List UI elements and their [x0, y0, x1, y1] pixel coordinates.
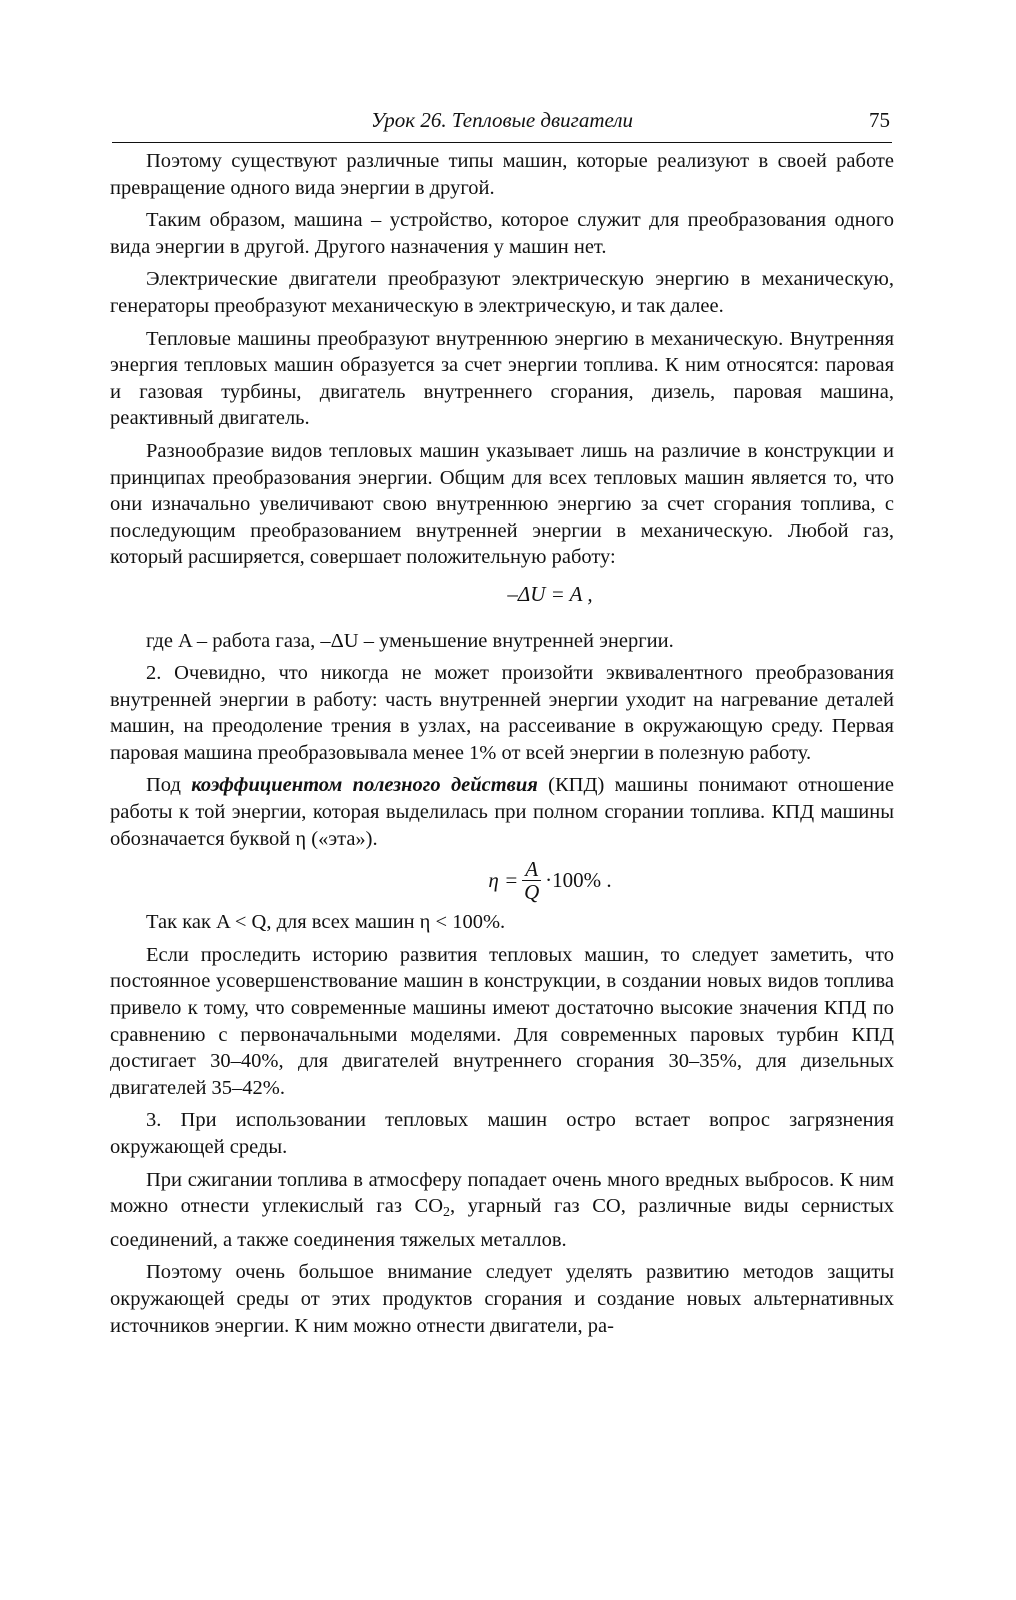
formula-rhs: ·100% .: [545, 868, 612, 893]
formula-efficiency: [206, 858, 894, 903]
fraction-numerator: A: [522, 858, 541, 881]
paragraph-12-end: , угарный газ CO, различные виды сернистых соединений, а также соединения тяжелых металлов.: [110, 1195, 894, 1251]
fraction-denominator: Q: [524, 880, 540, 905]
paragraph-3: Электрические двигатели преобразуют электрическую энергию в механическую, генераторы преобразуют механическую в электрическую, и так далее.: [110, 268, 894, 317]
paragraph-8-start: Под: [146, 774, 192, 797]
term-efficiency: коэффициентом полезного действия: [191, 774, 538, 797]
paragraph-5: Разнообразие видов тепловых машин указывает лишь на различие в конструкции и принципах преобразования энергии. Общим для всех тепловых машин является то, что они изначально увеличивают свою внутреннюю энергию за счет сгорания топлива, с последующим преобразованием внутренней энергии в механическую. Любой газ, который расширяется, совершает положительную работу:: [110, 439, 894, 569]
page-number: 75: [869, 108, 890, 132]
chapter-title: Урок 26. Тепловые двигатели: [371, 108, 633, 132]
paragraph-12: [110, 1167, 894, 1254]
formula-lhs: η =: [488, 868, 519, 893]
paragraph-9: Так как A < Q, для всех машин η < 100%.: [146, 911, 506, 934]
fraction: [522, 858, 541, 903]
formula-internal-energy: –ΔU = A ,: [507, 581, 593, 606]
paragraph-2: Таким образом, машина – устройство, которое служит для преобразования одного вида энергии в другой. Другого назначения у машин нет.: [110, 209, 894, 258]
paragraph-11: 3. При использовании тепловых машин остро встает вопрос загрязнения окружающей среды.: [110, 1109, 894, 1158]
paragraph-8: [110, 772, 894, 852]
subscript-2: 2: [443, 1205, 451, 1221]
page-body: [110, 148, 894, 1345]
paragraph-1: Поэтому существуют различные типы машин, которые реализуют в своей работе превращение одного вида энергии в другой.: [110, 150, 894, 199]
paragraph-10: Если проследить историю развития тепловых машин, то следует заметить, что постоянное усовершенствование машин в конструкции, в создании новых видов топлива привело к тому, что современные машины имеют достаточно высокие значения КПД по сравнению с первоначальными моделями. Для современных паровых турбин КПД достигает 30–40%, для двигателей внутреннего сгорания 30–35%, для дизельных двигателей 35–42%.: [110, 943, 894, 1099]
running-header: [112, 108, 892, 143]
paragraph-13: Поэтому очень большое внимание следует уделять развитию методов защиты окружающей среды от этих продуктов сгорания и создание новых альтернативных источников энергии. К ним можно отнести двигатели, ра-: [110, 1261, 894, 1337]
paragraph-7: 2. Очевидно, что никогда не может произойти эквивалентного преобразования внутренней энергии в работу: часть внутренней энергии уходит на нагревание деталей машин, на преодоление трения в узлах, на рассеивание в окружающую среду. Первая паровая машина преобразовывала менее 1% от всей энергии в полезную работу.: [110, 662, 894, 764]
paragraph-4: Тепловые машины преобразуют внутреннюю энергию в механическую. Внутренняя энергия тепловых машин образуется за счет энергии топлива. К ним относятся: паровая и газовая турбины, двигатель внутреннего сгорания, дизель, паровая машина, реактивный двигатель.: [110, 327, 894, 430]
paragraph-6: где A – работа газа, –ΔU – уменьшение внутренней энергии.: [146, 629, 674, 652]
paragraph-12-start: При сжигании топлива в атмосферу попадает очень много вредных выбросов. К ним можно отнести углекислый газ CO: [110, 1168, 894, 1218]
paragraph-8-end: (КПД) машины понимают отношение работы к той энергии, которая выделилась при полном сгорании топлива. КПД машины обозначается буквой η («эта»).: [110, 774, 894, 850]
